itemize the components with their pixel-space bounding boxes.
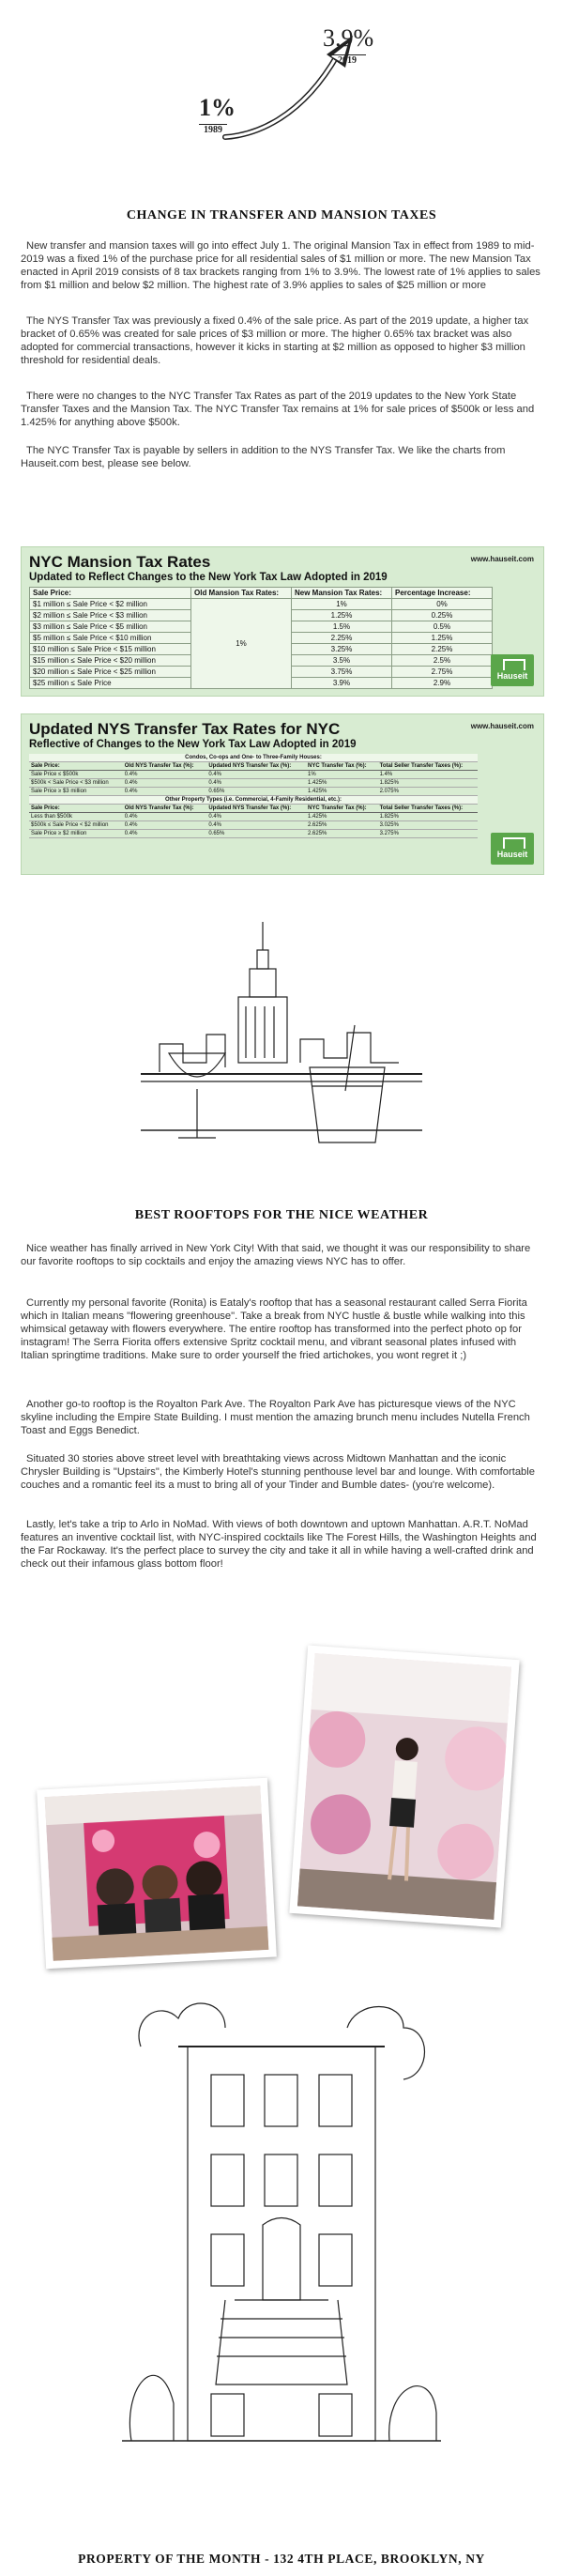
table-cell: 1% [292, 599, 392, 610]
rooftops-heading: BEST ROOFTOPS FOR THE NICE WEATHER [134, 1208, 429, 1222]
table-cell: $20 million ≤ Sale Price < $25 million [30, 667, 191, 678]
table-cell: $5 million ≤ Sale Price < $10 million [30, 633, 191, 644]
table-cell: 2.75% [392, 667, 493, 678]
rooftop-cocktail-sketch [141, 912, 422, 1157]
card-subtitle: Updated to Reflect Changes to the New York Tax Law Adopted in 2019 [29, 572, 388, 583]
table-cell: 0.4% [123, 771, 207, 779]
table-cell: 2.075% [378, 788, 478, 796]
table-row [30, 599, 493, 610]
paragraph: Lastly, let's take a trip to Arlo in NoMad. With views of both downtown and uptown Manhattan. A.R.T. NoMad features an inventive cocktail list, with NYC-inspired cocktails like The Forest Hills, the Washington Heights and the Far Rockaway. It's the perfect place to survey the city and take it all in while having a well-crafted drink and check out their infamous glass bottom floor! [21, 1519, 537, 1570]
hauseit-logo [491, 833, 534, 865]
column-header: Old NYS Transfer Tax (%): [123, 805, 207, 813]
transfer-tax-heading: CHANGE IN TRANSFER AND MANSION TAXES [126, 208, 437, 222]
card-url: www.hauseit.com [470, 722, 534, 730]
table-cell: 0.4% [206, 771, 306, 779]
nys-transfer-tax-card [21, 713, 544, 875]
table-cell: $2 million ≤ Sale Price < $3 million [30, 610, 191, 621]
table-cell: 1.25% [392, 633, 493, 644]
table-cell: 0.4% [123, 830, 207, 838]
table-cell: 3.9% [292, 678, 392, 689]
paragraph: Currently my personal favorite (Ronita) is Eataly's rooftop that has a seasonal restaurant called Serra Fiorita which in Italian means "flowering greenhouse". Take a break from NYC hustle & bustle while walking into this whimsical getaway with flowers everywhere. The entire rooftop has transformed into the perfect photo op for instagram! The Serra Fiorita offers extensive Spritz cocktail menu, and vibrant seasonal plates infused with Italian springtime traditions. Make sure to order yourself the fried artichokes, you wont regret it ;) [21, 1297, 527, 1361]
paragraph: Situated 30 stories above street level with breathtaking views across Midtown Manhattan and the iconic Chrysler Building is "Upstairs", the Kimberly Hotel's stunning penthouse level bar and lounge. With comfortable couches and a romantic feel its a must to bring all of your Tinder and Bumble dates- (you're welcome). [21, 1453, 535, 1491]
property-of-month-heading: PROPERTY OF THE MONTH - 132 4TH PLACE, BROOKLYN, NY [78, 2552, 485, 2566]
column-header: NYC Transfer Tax (%): [306, 762, 378, 771]
table-cell: 3.5% [292, 655, 392, 667]
mansion-tax-card [21, 546, 544, 697]
table-cell: 1% [306, 771, 378, 779]
table-header-row [30, 588, 493, 599]
paragraph: There were no changes to the NYC Transfer Tax Rates as part of the 2019 updates to the New York State Transfer Taxes and the Mansion Tax. The NYC Transfer Tax remains at 1% for sale prices of $500k or less and 1.425% for anything above $500k. [21, 391, 535, 428]
table-cell: $10 million ≤ Sale Price < $15 million [30, 644, 191, 655]
column-header: Updated NYS Transfer Tax (%): [206, 762, 306, 771]
table-cell: 0.25% [392, 610, 493, 621]
table-row [29, 771, 478, 779]
table-cell: 2.25% [392, 644, 493, 655]
table-cell: 0% [392, 599, 493, 610]
table-cell: $15 million ≤ Sale Price < $20 million [30, 655, 191, 667]
table-row [29, 821, 478, 830]
table-group-label: Other Property Types (i.e. Commercial, 4-Family Residential, etc.): [29, 796, 478, 805]
photo-image [45, 1786, 269, 1961]
table-cell: 1.425% [306, 779, 378, 788]
table-cell: 2.625% [306, 821, 378, 830]
table-cell: 1.25% [292, 610, 392, 621]
column-header: Old NYS Transfer Tax (%): [123, 762, 207, 771]
column-header: Percentage Increase: [392, 588, 493, 599]
column-header: Total Seller Transfer Taxes (%): [378, 762, 478, 771]
table-cell: 1.4% [378, 771, 478, 779]
table-cell: $25 million ≤ Sale Price [30, 678, 191, 689]
table-cell: 2.25% [292, 633, 392, 644]
paragraph: New transfer and mansion taxes will go into effect July 1. The original Mansion Tax in effect from 1989 to mid-2019 was a fixed 1% of the purchase price for all residential sales of $1 million or more. The new Mansion Tax enacted in April 2019 consists of 8 tax brackets ranging from 1% to 3.9%. The lowest rate of 1% applies to sales from $1 million and below $2 million. The highest rate of 3.9% applies to sales of $25 million or more [21, 240, 540, 291]
old-rate-cell: 1% [191, 599, 292, 689]
table-cell: $500k < Sale Price < $3 million [29, 779, 123, 788]
table-cell: 0.4% [206, 813, 306, 821]
paragraph: The NYC Transfer Tax is payable by sellers in addition to the NYS Transfer Tax. We like the charts from Hauseit.com best, please see below. [21, 445, 506, 469]
table-cell: 0.4% [123, 779, 207, 788]
table-cell: 3.25% [292, 644, 392, 655]
table-row [29, 813, 478, 821]
table-header-row [29, 762, 478, 771]
table-cell: 0.5% [392, 621, 493, 633]
table-cell: 0.4% [206, 779, 306, 788]
card-url: www.hauseit.com [470, 555, 534, 563]
table-cell: Sale Price ≥ $2 million [29, 830, 123, 838]
card-title: NYC Mansion Tax Rates [29, 553, 211, 571]
photo-image [297, 1653, 511, 1920]
logo-text: Hauseit [496, 850, 528, 859]
column-header: New Mansion Tax Rates: [292, 588, 392, 599]
column-header: Sale Price: [29, 762, 123, 771]
table-cell: 3.75% [292, 667, 392, 678]
table-cell: 0.4% [206, 821, 306, 830]
column-header: Sale Price: [29, 805, 123, 813]
end-rate: 3.9% [323, 24, 374, 52]
table-cell: Sale Price ≤ $500k [29, 771, 123, 779]
rooftop-photo-friends [37, 1778, 277, 1970]
table-cell: 0.65% [206, 830, 306, 838]
start-rate: 1% [199, 94, 236, 121]
table-cell: $3 million ≤ Sale Price < $5 million [30, 621, 191, 633]
table-cell: Sale Price ≥ $3 million [29, 788, 123, 796]
paragraph: The NYS Transfer Tax was previously a fixed 0.4% of the sale price. As part of the 2019 update, a higher tax bracket of 0.65% was created for sale prices of $3 million or more. The higher 0.65% tax bracket was also adopted for commercial transactions, however it kicks in starting at $2 million as opposed to higher $3 million threshold for residential deals. [21, 315, 529, 366]
column-header: Sale Price: [30, 588, 191, 599]
house-icon [503, 837, 525, 849]
column-header: Updated NYS Transfer Tax (%): [206, 805, 306, 813]
table-cell: $1 million ≤ Sale Price < $2 million [30, 599, 191, 610]
table-cell: 0.65% [206, 788, 306, 796]
table-cell: Less than $500k [29, 813, 123, 821]
table-header-row [29, 805, 478, 813]
column-header: NYC Transfer Tax (%): [306, 805, 378, 813]
logo-text: Hauseit [496, 671, 528, 681]
table-row [29, 830, 478, 838]
nys-tax-table [29, 754, 478, 838]
table-cell: 0.4% [123, 821, 207, 830]
end-year: 2019 [328, 54, 366, 66]
house-icon [503, 659, 525, 670]
brooklyn-townhouse-sketch [122, 1990, 441, 2478]
table-group-label: Condos, Co-ops and One- to Three-Family Houses: [29, 754, 478, 762]
table-cell: 1.825% [378, 779, 478, 788]
paragraph: Nice weather has finally arrived in New York City! With that said, we thought it was our responsibility to share our favorite rooftops to sip cocktails and enjoy the amazing views NYC has to offer. [21, 1243, 531, 1267]
start-year: 1989 [199, 124, 227, 135]
paragraph: Another go-to rooftop is the Royalton Park Ave. The Royalton Park Ave has picturesque views of the NYC skyline including the Empire State Building. I must mention the amazing brunch menu includes Nutella French Toast and Eggs Benedict. [21, 1399, 530, 1436]
card-title: Updated NYS Transfer Tax Rates for NYC [29, 720, 341, 738]
table-cell: 1.425% [306, 813, 378, 821]
table-cell: 1.425% [306, 788, 378, 796]
table-cell: $500k ≤ Sale Price < $2 million [29, 821, 123, 830]
table-cell: 1.825% [378, 813, 478, 821]
column-header: Total Seller Transfer Taxes (%): [378, 805, 478, 813]
table-cell: 0.4% [123, 788, 207, 796]
mansion-tax-table [29, 587, 493, 689]
table-cell: 0.4% [123, 813, 207, 821]
table-cell: 3.025% [378, 821, 478, 830]
table-cell: 1.5% [292, 621, 392, 633]
hauseit-logo [491, 654, 534, 686]
table-cell: 2.5% [392, 655, 493, 667]
table-cell: 2.625% [306, 830, 378, 838]
column-header: Old Mansion Tax Rates: [191, 588, 292, 599]
card-subtitle: Reflective of Changes to the New York Tax Law Adopted in 2019 [29, 739, 357, 750]
table-cell: 3.275% [378, 830, 478, 838]
table-cell: 2.9% [392, 678, 493, 689]
table-row [29, 788, 478, 796]
table-row [29, 779, 478, 788]
rooftop-photo-woman [289, 1645, 519, 1927]
